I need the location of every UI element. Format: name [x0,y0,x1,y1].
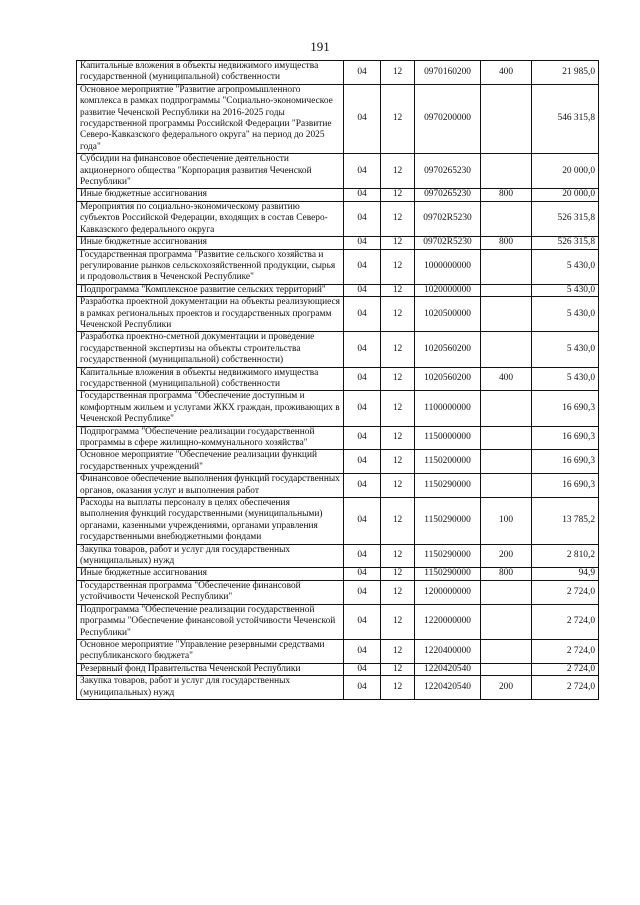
target-article-cell: 0970265230 [415,189,481,201]
section-code-cell: 04 [344,450,381,474]
table-row [77,450,599,474]
expense-name-cell: Подпрограмма "Обеспечение реализации государственной программы "Обеспечение финансовой устойчивости Чеченской Республики" [77,604,344,639]
amount-cell: 13 785,2 [532,498,599,545]
expense-type-cell: 800 [481,568,532,580]
target-article-cell: 1150290000 [415,474,481,498]
amount-cell: 16 690,3 [532,426,599,450]
subsection-code-cell: 12 [381,474,415,498]
amount-cell: 21 985,0 [532,61,599,85]
table-row [77,663,599,675]
table-row [77,84,599,153]
section-code-cell: 04 [344,249,381,284]
expense-name-cell: Иные бюджетные ассигнования [77,189,344,201]
amount-cell: 526 315,8 [532,201,599,236]
subsection-code-cell: 12 [381,568,415,580]
amount-cell: 2 810,2 [532,544,599,568]
table-row [77,249,599,284]
subsection-code-cell: 12 [381,297,415,332]
table-row [77,426,599,450]
table-row [77,367,599,391]
target-article-cell: 1220420540 [415,663,481,675]
expense-name-cell: Закупка товаров, работ и услуг для государственных (муниципальных) нужд [77,676,344,700]
table-row [77,639,599,663]
expense-name-cell: Субсидии на финансовое обеспечение деятельности акционерного общества "Корпорация развития Чеченской Республики" [77,154,344,189]
expense-type-cell [481,639,532,663]
table-row [77,498,599,545]
expense-type-cell [481,450,532,474]
expense-name-cell: Резервный фонд Правительства Чеченской Республики [77,663,344,675]
expense-type-cell [481,580,532,604]
subsection-code-cell: 12 [381,544,415,568]
expense-name-cell: Государственная программа "Развитие сельского хозяйства и регулирование рынков сельскохозяйственной продукции, сырья и продовольствия в Чеченской Республике" [77,249,344,284]
target-article-cell: 1220420540 [415,676,481,700]
expense-name-cell: Закупка товаров, работ и услуг для государственных (муниципальных) нужд [77,544,344,568]
target-article-cell: 1200000000 [415,580,481,604]
table-row [77,474,599,498]
subsection-code-cell: 12 [381,604,415,639]
section-code-cell: 04 [344,544,381,568]
expense-type-cell: 800 [481,189,532,201]
budget-table [76,60,599,700]
section-code-cell: 04 [344,237,381,249]
target-article-cell: 1150290000 [415,498,481,545]
amount-cell: 16 690,3 [532,450,599,474]
section-code-cell: 04 [344,84,381,153]
section-code-cell: 04 [344,61,381,85]
expense-name-cell: Капитальные вложения в объекты недвижимого имущества государственной (муниципальной) собственности [77,367,344,391]
subsection-code-cell: 12 [381,237,415,249]
expense-name-cell: Государственная программа "Обеспечение финансовой устойчивости Чеченской Республики" [77,580,344,604]
table-row [77,332,599,367]
target-article-cell: 1220400000 [415,639,481,663]
section-code-cell: 04 [344,391,381,426]
amount-cell: 2 724,0 [532,580,599,604]
expense-name-cell: Разработка проектной документации на объекты реализующиеся в рамках региональных проектов и государственных программ Чеченской Республики [77,297,344,332]
section-code-cell: 04 [344,639,381,663]
section-code-cell: 04 [344,580,381,604]
table-row [77,297,599,332]
section-code-cell: 04 [344,297,381,332]
expense-name-cell: Основное мероприятие "Развитие агропромышленного комплекса в рамках подпрограммы "Социально-экономическое развитие Чеченской Республики на 2016-2025 годы государственной программы Российской Федерации "Развитие Северо-Кавказского федерального округа" на период до 2025 года" [77,84,344,153]
expense-type-cell: 400 [481,61,532,85]
target-article-cell: 1020500000 [415,297,481,332]
section-code-cell: 04 [344,201,381,236]
table-row [77,544,599,568]
target-article-cell: 1100000000 [415,391,481,426]
table-row [77,604,599,639]
subsection-code-cell: 12 [381,249,415,284]
amount-cell: 5 430,0 [532,332,599,367]
expense-type-cell: 100 [481,498,532,545]
expense-name-cell: Финансовое обеспечение выполнения функций государственных органов, оказания услуг и выполнения работ [77,474,344,498]
target-article-cell: 1020000000 [415,284,481,296]
target-article-cell: 0970160200 [415,61,481,85]
expense-name-cell: Расходы на выплаты персоналу в целях обеспечения выполнения функций государственными (муниципальными) органами, казенными учреждениями, органами управления государственными внебюджетными фондами [77,498,344,545]
expense-type-cell [481,84,532,153]
subsection-code-cell: 12 [381,450,415,474]
target-article-cell: 1020560200 [415,367,481,391]
expense-name-cell: Основное мероприятие "Управление резервными средствами республиканского бюджета" [77,639,344,663]
expense-type-cell [481,297,532,332]
table-row [77,580,599,604]
amount-cell: 5 430,0 [532,297,599,332]
subsection-code-cell: 12 [381,676,415,700]
subsection-code-cell: 12 [381,84,415,153]
expense-type-cell [481,604,532,639]
section-code-cell: 04 [344,367,381,391]
section-code-cell: 04 [344,332,381,367]
amount-cell: 16 690,3 [532,474,599,498]
section-code-cell: 04 [344,498,381,545]
subsection-code-cell: 12 [381,61,415,85]
subsection-code-cell: 12 [381,580,415,604]
subsection-code-cell: 12 [381,663,415,675]
expense-name-cell: Мероприятия по социально-экономическому развитию субъектов Российской Федерации, входящих в состав Северо-Кавказского федерального округа [77,201,344,236]
table-row [77,676,599,700]
subsection-code-cell: 12 [381,391,415,426]
expense-name-cell: Подпрограмма "Обеспечение реализации государственной программы в сфере жилищно-коммунального хозяйства" [77,426,344,450]
subsection-code-cell: 12 [381,426,415,450]
amount-cell: 2 724,0 [532,639,599,663]
expense-type-cell [481,249,532,284]
subsection-code-cell: 12 [381,498,415,545]
table-row [77,201,599,236]
table-row [77,568,599,580]
expense-type-cell: 200 [481,544,532,568]
expense-name-cell: Иные бюджетные ассигнования [77,568,344,580]
expense-name-cell: Разработка проектно-сметной документации и проведение государственной экспертизы на объекты строительства государственной (муниципальной) собственности) [77,332,344,367]
target-article-cell: 09702R5230 [415,201,481,236]
section-code-cell: 04 [344,154,381,189]
expense-type-cell [481,332,532,367]
section-code-cell: 04 [344,426,381,450]
section-code-cell: 04 [344,474,381,498]
subsection-code-cell: 12 [381,367,415,391]
expense-type-cell [481,154,532,189]
target-article-cell: 0970265230 [415,154,481,189]
section-code-cell: 04 [344,604,381,639]
amount-cell: 5 430,0 [532,284,599,296]
table-row [77,237,599,249]
expense-name-cell: Подпрограмма "Комплексное развитие сельских территорий" [77,284,344,296]
table-row [77,284,599,296]
amount-cell: 2 724,0 [532,663,599,675]
amount-cell: 2 724,0 [532,604,599,639]
amount-cell: 20 000,0 [532,154,599,189]
target-article-cell: 1150000000 [415,426,481,450]
amount-cell: 2 724,0 [532,676,599,700]
subsection-code-cell: 12 [381,154,415,189]
subsection-code-cell: 12 [381,284,415,296]
amount-cell: 20 000,0 [532,189,599,201]
expense-type-cell: 400 [481,367,532,391]
amount-cell: 5 430,0 [532,249,599,284]
expense-name-cell: Государственная программа "Обеспечение доступным и комфортным жильем и услугами ЖКХ граждан, проживающих в Чеченской Республике" [77,391,344,426]
expense-name-cell: Основное мероприятие "Обеспечение реализации функций государственных учреждений" [77,450,344,474]
amount-cell: 94,9 [532,568,599,580]
budget-table-body [77,61,599,700]
expense-type-cell [481,663,532,675]
target-article-cell: 1000000000 [415,249,481,284]
section-code-cell: 04 [344,676,381,700]
section-code-cell: 04 [344,568,381,580]
amount-cell: 526 315,8 [532,237,599,249]
table-row [77,154,599,189]
section-code-cell: 04 [344,663,381,675]
amount-cell: 16 690,3 [532,391,599,426]
expense-type-cell: 200 [481,676,532,700]
amount-cell: 5 430,0 [532,367,599,391]
section-code-cell: 04 [344,284,381,296]
page-number: 191 [310,39,330,54]
subsection-code-cell: 12 [381,639,415,663]
subsection-code-cell: 12 [381,332,415,367]
expense-name-cell: Капитальные вложения в объекты недвижимого имущества государственной (муниципальной) собственности [77,61,344,85]
subsection-code-cell: 12 [381,189,415,201]
table-row [77,61,599,85]
target-article-cell: 1150290000 [415,568,481,580]
expense-type-cell [481,284,532,296]
target-article-cell: 09702R5230 [415,237,481,249]
table-row [77,189,599,201]
target-article-cell: 0970200000 [415,84,481,153]
expense-name-cell: Иные бюджетные ассигнования [77,237,344,249]
expense-type-cell [481,426,532,450]
expense-type-cell [481,201,532,236]
target-article-cell: 1150290000 [415,544,481,568]
expense-type-cell [481,474,532,498]
target-article-cell: 1220000000 [415,604,481,639]
target-article-cell: 1020560200 [415,332,481,367]
expense-type-cell [481,391,532,426]
expense-type-cell: 800 [481,237,532,249]
section-code-cell: 04 [344,189,381,201]
target-article-cell: 1150200000 [415,450,481,474]
amount-cell: 546 315,8 [532,84,599,153]
table-row [77,391,599,426]
subsection-code-cell: 12 [381,201,415,236]
